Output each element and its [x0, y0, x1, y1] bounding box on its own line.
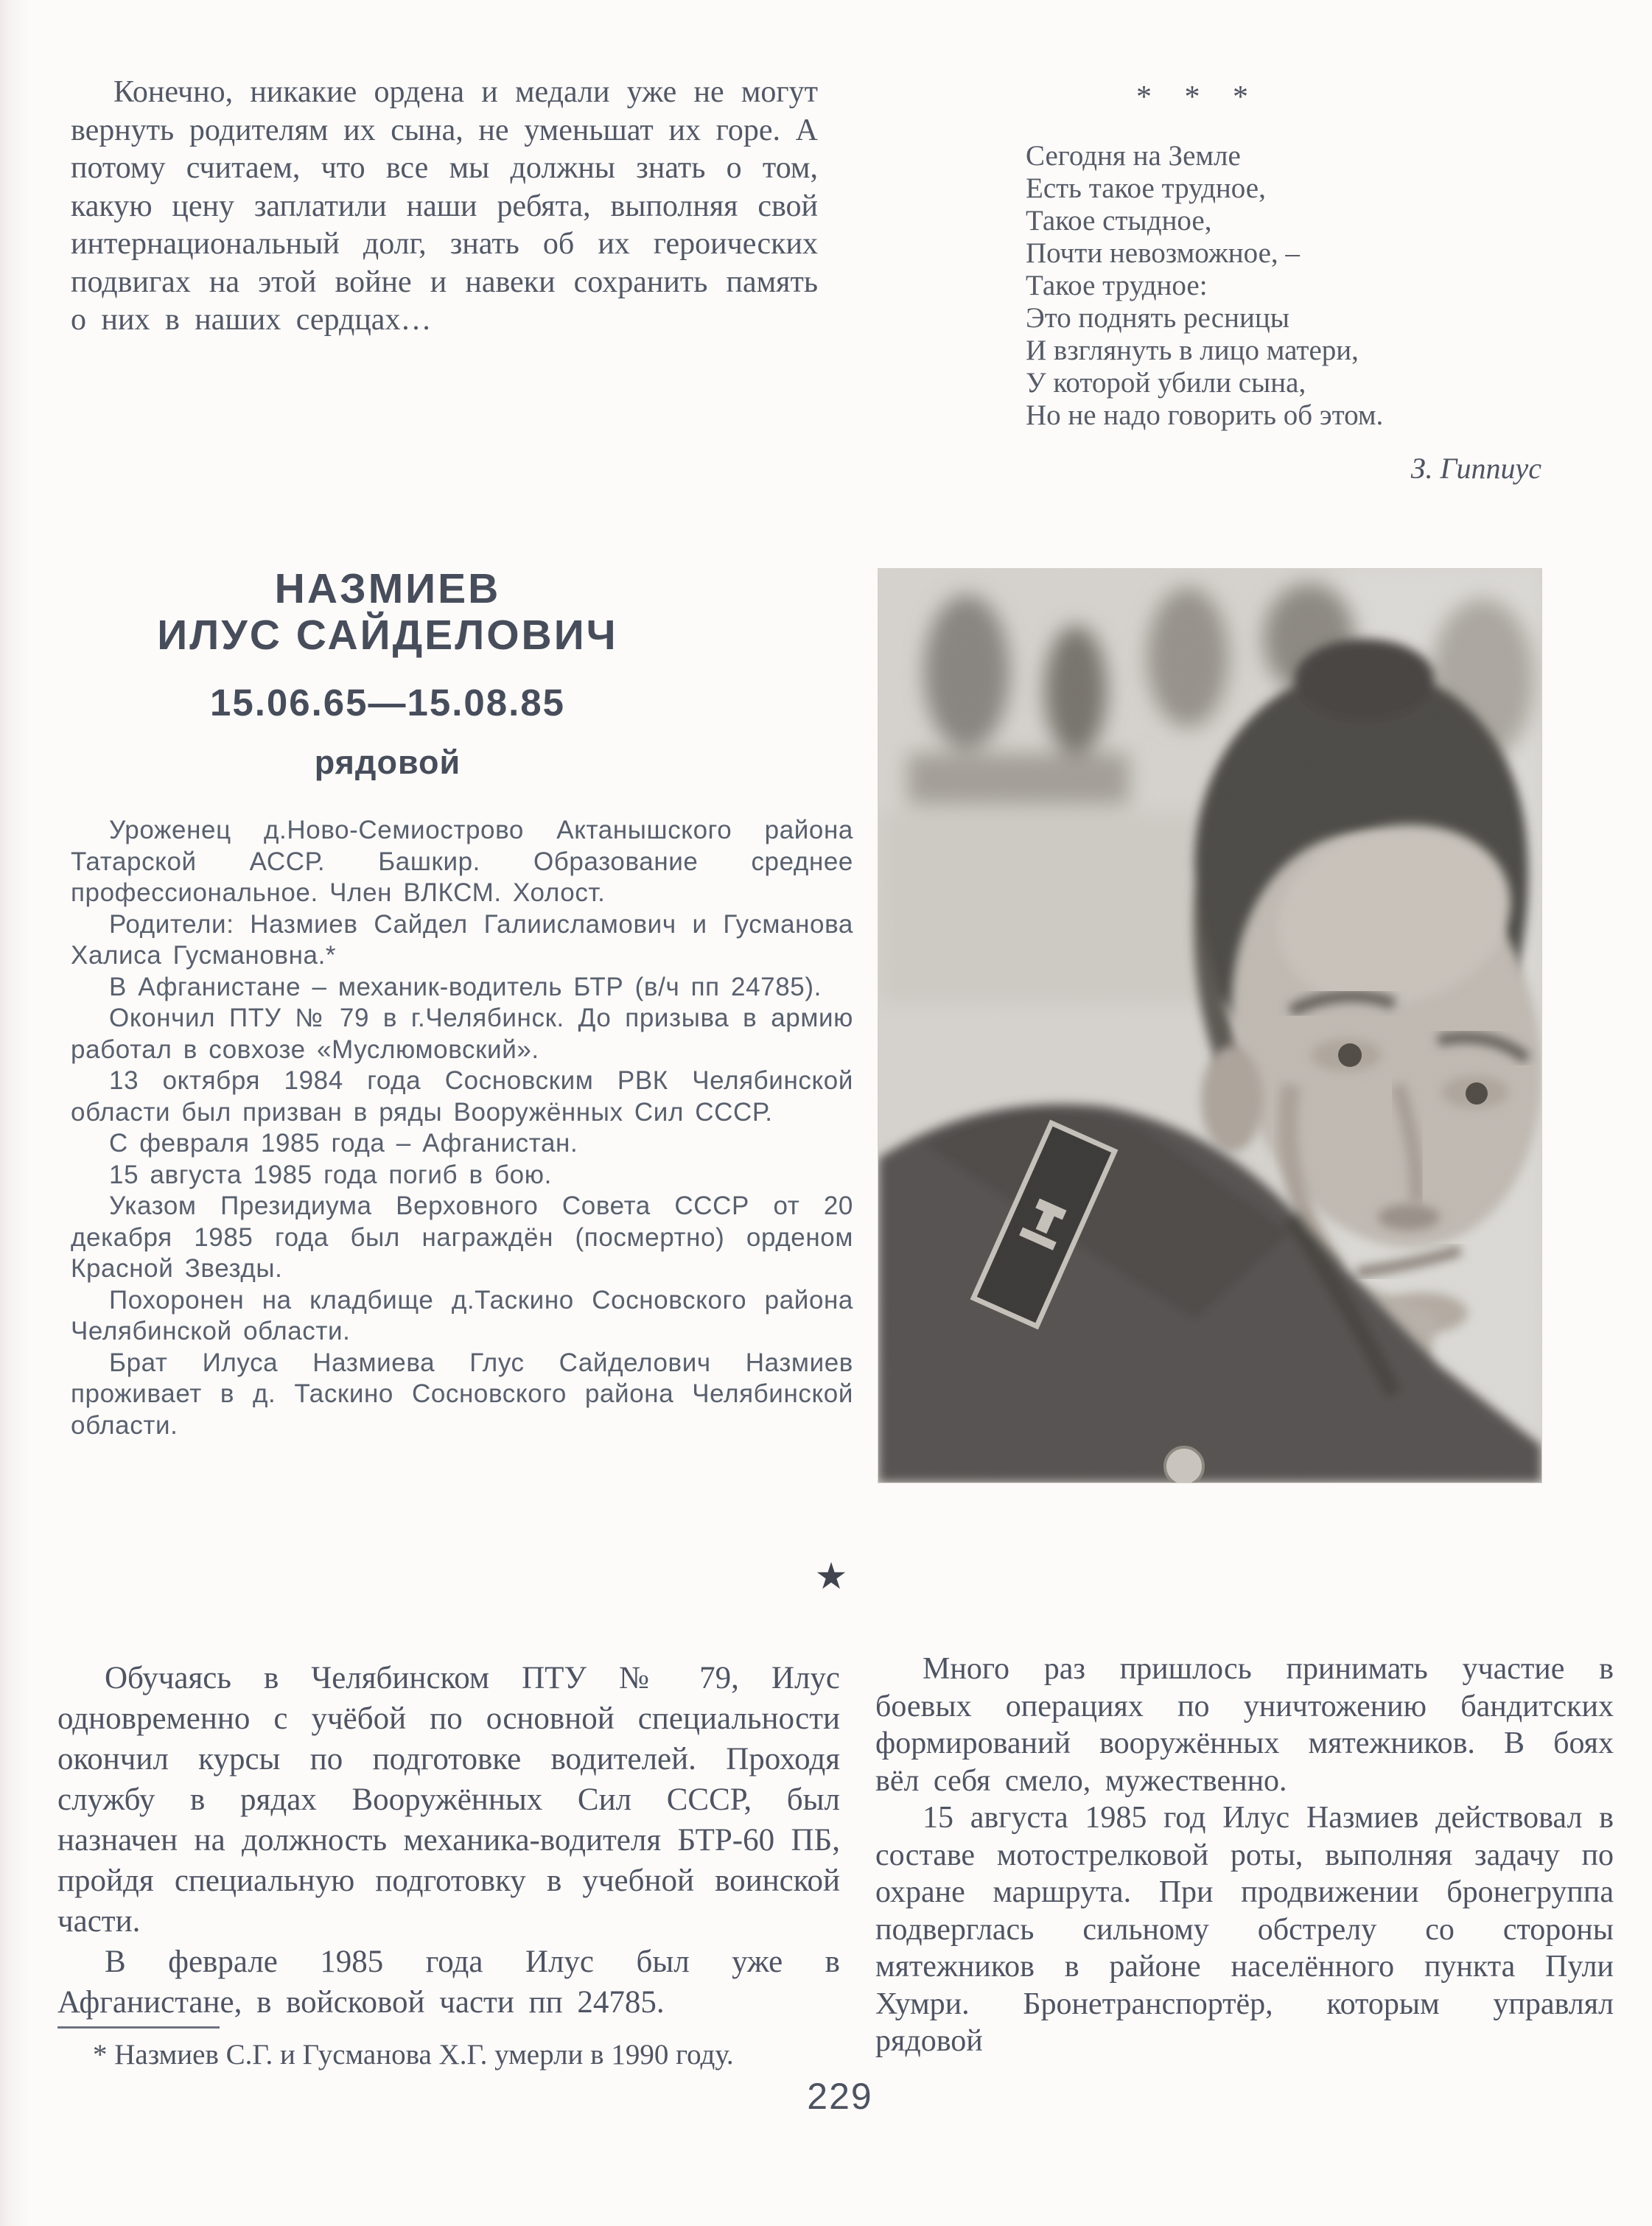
- poem-line: Почти невозможное, –: [1026, 237, 1300, 269]
- poem-line: Это поднять ресницы: [1026, 302, 1289, 334]
- poem-section: [1026, 80, 1541, 486]
- article-right-column: [875, 1651, 1614, 2060]
- poem-line: Есть такое трудное,: [1026, 172, 1266, 204]
- poem-line: Но не надо говорить об этом.: [1026, 399, 1384, 431]
- bio-paragraph: С февраля 1985 года – Афганистан.: [109, 1129, 578, 1158]
- memorial-header: [71, 566, 704, 782]
- bio-paragraph: Уроженец д.Ново-Семиострово Актанышского района Татарской АССР. Башкир. Образование среднее профессиональное. Член ВЛКСМ. Холост.: [71, 816, 853, 907]
- poem-separator-stars: * * *: [1136, 80, 1248, 114]
- portrait-illustration: [878, 569, 1541, 1483]
- footnote: [57, 2038, 840, 2072]
- biography-section: [71, 815, 853, 1441]
- bio-paragraph: Указом Президиума Верховного Совета СССР от 20 декабря 1985 года был награждён (посмертно) орденом Красной Звезды.: [71, 1191, 853, 1283]
- bio-paragraph: 15 августа 1985 года погиб в бою.: [109, 1160, 552, 1189]
- poem-line: Такое стыдное,: [1026, 205, 1212, 237]
- soldier-surname: НАЗМИЕВ: [274, 565, 501, 612]
- bio-paragraph: Окончил ПТУ № 79 в г.Челябинск. До призыва в армию работал в совхозе «Муслюмовский».: [71, 1004, 853, 1064]
- soldier-portrait-photo: [878, 569, 1541, 1483]
- intro-section: [71, 74, 818, 340]
- bio-paragraph: 13 октября 1984 года Сосновским РВК Челябинской области был призван в ряды Вооружённых Сил СССР.: [71, 1066, 853, 1127]
- page-number: 229: [807, 2076, 873, 2117]
- intro-paragraph: Конечно, никакие ордена и медали уже не могут вернуть родителям их сына, не уменьшат их горе. А потому считаем, что все мы должны знать о том, какую цену заплатили наши ребята, выполняя свой интернациональный долг, знать об их героических подвигах на этой войне и навеки сохранить память о них в наших сердцах…: [71, 75, 818, 337]
- footnote-text: * Назмиев С.Г. и Гусманова Х.Г. умерли в 1990 году.: [93, 2039, 734, 2071]
- article-paragraph: Много раз пришлось принимать участие в боевых операциях по уничтожению бандитских формирований вооружённых мятежников. В боях вёл себя смело, мужественно.: [875, 1652, 1614, 1798]
- poem-line: И взглянуть в лицо матери,: [1026, 335, 1359, 366]
- article-paragraph: Обучаясь в Челябинском ПТУ № 79, Илус одновременно с учёбой по основной специальности окончил курсы по подготовке водителей. Проходя службу в рядах Вооружённых Сил СССР, был назначен на должность механика-водителя БТР-60 ПБ, пройдя специальную подготовку в учебной воинской части.: [57, 1661, 840, 1939]
- footnote-divider: [57, 2026, 220, 2029]
- military-rank: рядовой: [314, 743, 461, 781]
- poem-line: Такое трудное:: [1026, 270, 1208, 301]
- bio-paragraph: Родители: Назмиев Сайдел Галиисламович и Гусманова Халиса Гусмановна.*: [71, 909, 853, 970]
- life-dates: 15.06.65—15.08.85: [209, 682, 566, 724]
- poem-line: Сегодня на Земле: [1026, 140, 1241, 172]
- article-left-column: [57, 1658, 840, 2023]
- star-divider-icon: ★: [814, 1555, 848, 1597]
- article-paragraph: 15 августа 1985 год Илус Назмиев действовал в составе мотострелковой роты, выполняя задачу по охране маршрута. При продвижении бронегруппа подверглась сильному обстрелу со стороны мятежников в районе населённого пункта Пули Хумри. Бронетранспортёр, которым управлял рядовой: [875, 1801, 1614, 2058]
- bio-paragraph: Похоронен на кладбище д.Таскино Сосновского района Челябинской области.: [71, 1285, 853, 1345]
- bio-paragraph: Брат Илуса Назмиева Глус Сайделович Назмиев проживает в д. Таскино Сосновского района Челябинской области.: [71, 1348, 853, 1440]
- soldier-name-patronymic: ИЛУС САЙДЕЛОВИЧ: [157, 612, 618, 659]
- article-paragraph: В феврале 1985 года Илус был уже в Афганистане, в войсковой части пп 24785.: [57, 1945, 840, 2020]
- poem-line: У которой убили сына,: [1026, 367, 1306, 399]
- bio-paragraph: В Афганистане – механик-водитель БТР (в/ч пп 24785).: [109, 972, 822, 1001]
- poem-attribution: З. Гиппиус: [1410, 452, 1541, 485]
